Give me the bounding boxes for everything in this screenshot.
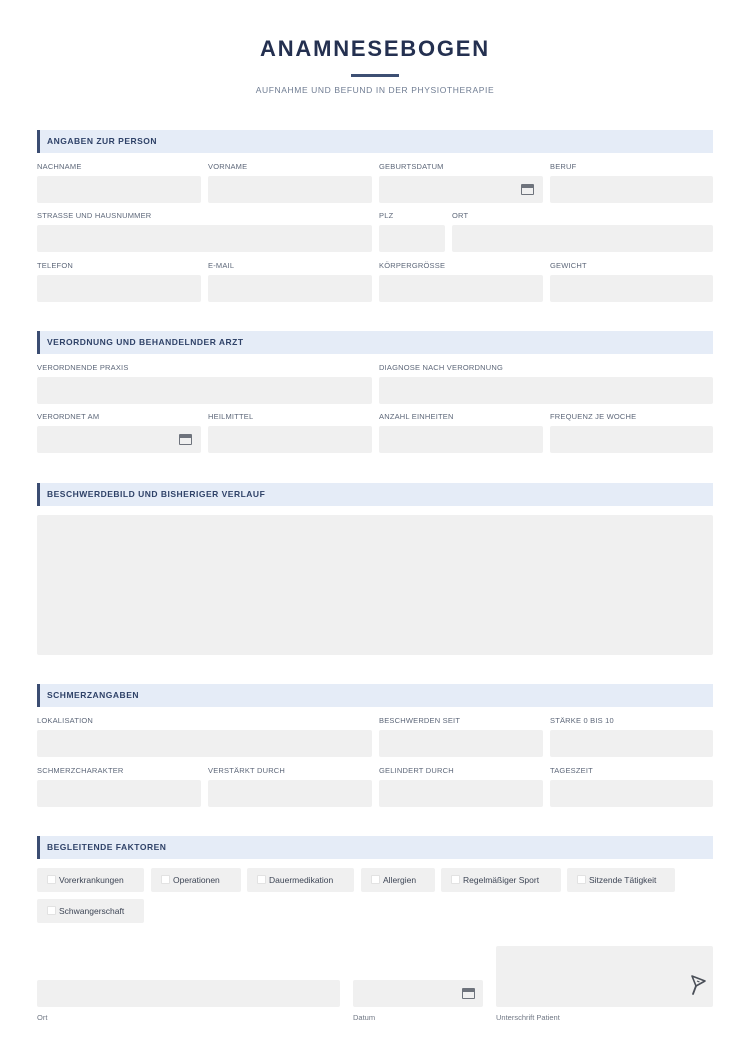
- checkbox-allergien[interactable]: [361, 868, 435, 892]
- nachname-field[interactable]: [37, 176, 201, 203]
- checkbox-box[interactable]: [257, 875, 266, 884]
- label-charakter: SCHMERZCHARAKTER: [37, 766, 124, 775]
- tageszeit-field[interactable]: [550, 780, 713, 807]
- checkbox-label: Vorerkrankungen: [59, 875, 124, 885]
- checkbox-operationen[interactable]: [151, 868, 241, 892]
- beschwerden-textarea[interactable]: [37, 515, 713, 655]
- label-plz: PLZ: [379, 211, 394, 220]
- plz-field[interactable]: [379, 225, 445, 252]
- label-seit: BESCHWERDEN SEIT: [379, 716, 461, 725]
- form-title: ANAMNESEBOGEN: [260, 36, 490, 61]
- label-telefon: TELEFON: [37, 261, 73, 270]
- checkbox-label: Sitzende Tätigkeit: [589, 875, 657, 885]
- ort-field[interactable]: [452, 225, 713, 252]
- verstaerkt-field[interactable]: [208, 780, 372, 807]
- charakter-field[interactable]: [37, 780, 201, 807]
- calendar-icon[interactable]: [521, 184, 534, 195]
- signature-pad[interactable]: [496, 946, 713, 1007]
- label-footer-unterschrift: Unterschrift Patient: [496, 1013, 560, 1022]
- checkbox-box[interactable]: [161, 875, 170, 884]
- checkbox-box[interactable]: [47, 906, 56, 915]
- gewicht-field[interactable]: [550, 275, 713, 302]
- checkbox-box[interactable]: [577, 875, 586, 884]
- title-divider: [351, 74, 399, 77]
- form-subtitle: AUFNAHME UND BEFUND IN DER PHYSIOTHERAPIE: [255, 85, 495, 95]
- staerke-field[interactable]: [550, 730, 713, 757]
- checkbox-box[interactable]: [47, 875, 56, 884]
- calendar-icon[interactable]: [179, 434, 192, 445]
- label-nachname: NACHNAME: [37, 162, 82, 171]
- label-heilmittel: HEILMITTEL: [208, 412, 254, 421]
- label-einheiten: ANZAHL EINHEITEN: [379, 412, 454, 421]
- checkbox-dauermedikation[interactable]: [247, 868, 354, 892]
- label-frequenz: FREQUENZ JE WOCHE: [550, 412, 637, 421]
- label-verordnet-am: VERORDNET AM: [37, 412, 100, 421]
- section-beschwerden-title: BESCHWERDEBILD UND BISHERIGER VERLAUF: [37, 483, 713, 506]
- label-groesse: KÖRPERGRÖSSE: [379, 261, 446, 270]
- checkbox-label: Operationen: [173, 875, 220, 885]
- praxis-field[interactable]: [37, 377, 372, 404]
- heilmittel-field[interactable]: [208, 426, 372, 453]
- seit-field[interactable]: [379, 730, 543, 757]
- label-beruf: BERUF: [550, 162, 577, 171]
- verordnet-am-field[interactable]: [37, 426, 201, 453]
- section-person-title: ANGABEN ZUR PERSON: [37, 130, 713, 153]
- einheiten-field[interactable]: [379, 426, 543, 453]
- label-praxis: VERORDNENDE PRAXIS: [37, 363, 129, 372]
- calendar-icon[interactable]: [462, 988, 475, 999]
- groesse-field[interactable]: [379, 275, 543, 302]
- section-verordnung-title: VERORDNUNG UND BEHANDELNDER ARZT: [37, 331, 713, 354]
- label-tageszeit: TAGESZEIT: [550, 766, 593, 775]
- email-field[interactable]: [208, 275, 372, 302]
- label-strasse: STRASSE UND HAUSNUMMER: [37, 211, 152, 220]
- section-schmerz-title: SCHMERZANGABEN: [37, 684, 713, 707]
- label-footer-ort: Ort: [37, 1013, 48, 1022]
- datum-signature-field[interactable]: [353, 980, 483, 1007]
- label-gewicht: GEWICHT: [550, 261, 587, 270]
- label-ort: ORT: [452, 211, 469, 220]
- label-verstaerkt: VERSTÄRKT DURCH: [208, 766, 286, 775]
- checkbox-label: Allergien: [383, 875, 417, 885]
- label-footer-datum: Datum: [353, 1013, 376, 1022]
- label-gelindert: GELINDERT DURCH: [379, 766, 454, 775]
- pen-icon: [690, 974, 708, 996]
- gelindert-field[interactable]: [379, 780, 543, 807]
- section-faktoren-title: BEGLEITENDE FAKTOREN: [37, 836, 713, 859]
- diagnose-field[interactable]: [379, 377, 713, 404]
- label-email: E-MAIL: [208, 261, 235, 270]
- lokalisation-field[interactable]: [37, 730, 372, 757]
- label-lokalisation: LOKALISATION: [37, 716, 94, 725]
- label-vorname: VORNAME: [208, 162, 248, 171]
- checkbox-label: Dauermedikation: [269, 875, 334, 885]
- checkbox-label: Regelmäßiger Sport: [463, 875, 540, 885]
- label-geburtsdatum: GEBURTSDATUM: [379, 162, 444, 171]
- checkbox-vorerkrankungen[interactable]: [37, 868, 144, 892]
- checkbox-box[interactable]: [451, 875, 460, 884]
- frequenz-field[interactable]: [550, 426, 713, 453]
- form-header: [0, 36, 750, 95]
- checkbox-sitzend[interactable]: [567, 868, 675, 892]
- ort-signature-field[interactable]: [37, 980, 340, 1007]
- telefon-field[interactable]: [37, 275, 201, 302]
- label-staerke: STÄRKE 0 BIS 10: [550, 716, 614, 725]
- checkbox-label: Schwangerschaft: [59, 906, 125, 916]
- geburtsdatum-field[interactable]: [379, 176, 543, 203]
- checkbox-sport[interactable]: [441, 868, 561, 892]
- checkbox-schwangerschaft[interactable]: [37, 899, 144, 923]
- label-diagnose: DIAGNOSE NACH VERORDNUNG: [379, 363, 503, 372]
- strasse-field[interactable]: [37, 225, 372, 252]
- checkbox-box[interactable]: [371, 875, 380, 884]
- vorname-field[interactable]: [208, 176, 372, 203]
- beruf-field[interactable]: [550, 176, 713, 203]
